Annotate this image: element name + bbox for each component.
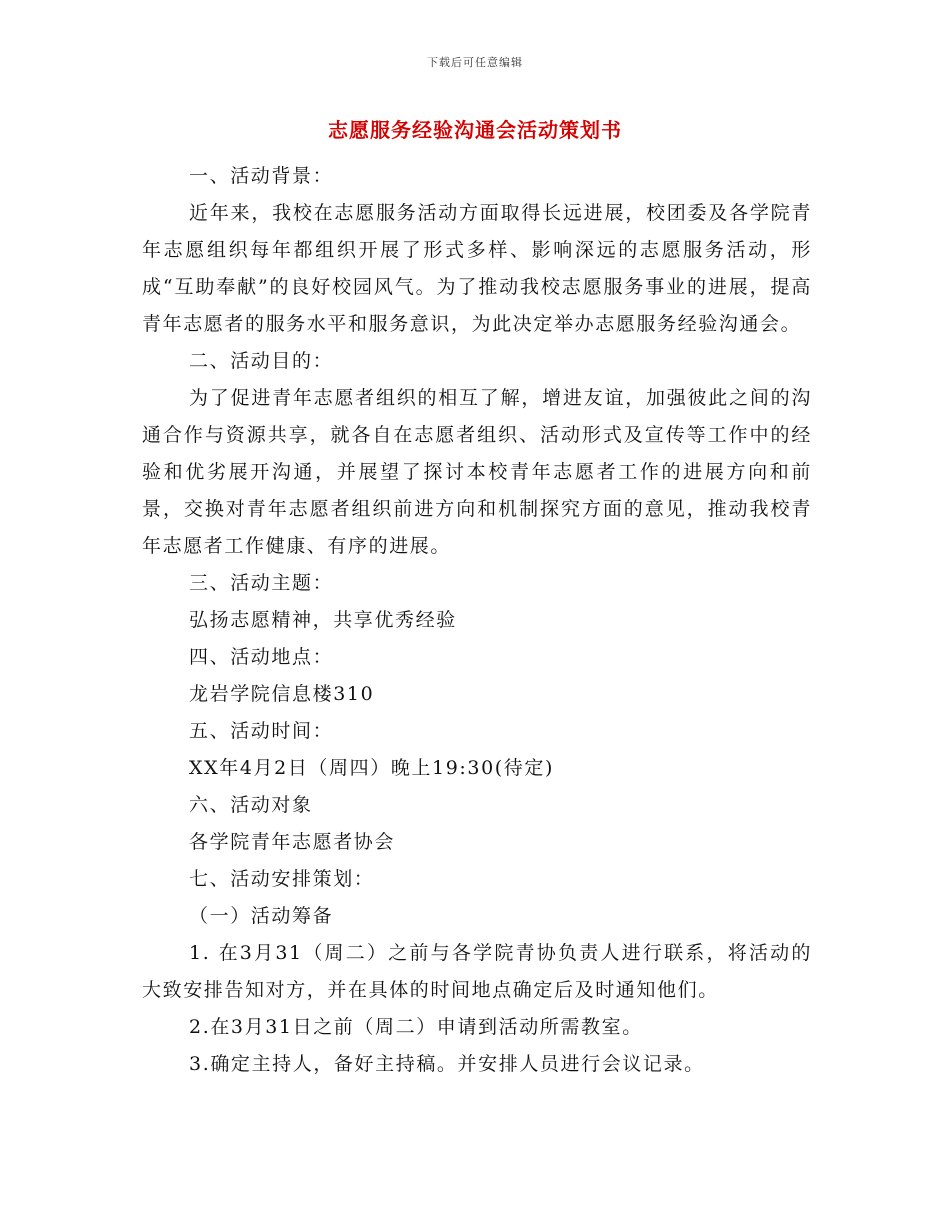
section-heading-location: 四、活动地点：	[189, 646, 334, 668]
document-title: 志愿服务经验沟通会活动策划书	[328, 118, 622, 142]
section-heading-time: 五、活动时间：	[189, 720, 334, 742]
list-item-classroom: 2.在3月31日之前（周二）申请到活动所需教室。	[189, 1016, 643, 1038]
list-item-host: 3.确定主持人，备好主持稿。并安排人员进行会议记录。	[189, 1053, 705, 1075]
document-body	[142, 158, 812, 1083]
subsection-heading-preparation: （一）活动筹备	[189, 905, 334, 927]
list-item-contact: 1. 在3月31（周二）之前与各学院青协负责人进行联系，将活动的大致安排告知对方，并在具体的时间地点确定后及时通知他们。	[142, 942, 812, 1001]
paragraph-purpose: 为了促进青年志愿者组织的相互了解，增进友谊，加强彼此之间的沟通合作与资源共享，就各自在志愿者组织、活动形式及宣传等工作中的经验和优劣展开沟通，并展望了探讨本校青年志愿者工作的进展方向和前景，交换对青年志愿者组织前进方向和机制探究方面的意见，推动我校青年志愿者工作健康、有序的进展。	[142, 387, 812, 557]
header-note: 下载后可任意编辑	[427, 56, 523, 69]
section-heading-purpose: 二、活动目的：	[189, 350, 334, 372]
section-heading-arrangement: 七、活动安排策划：	[189, 868, 375, 890]
section-heading-background: 一、活动背景：	[189, 165, 334, 187]
paragraph-location: 龙岩学院信息楼310	[189, 683, 375, 705]
paragraph-audience: 各学院青年志愿者协会	[189, 831, 396, 853]
paragraph-theme: 弘扬志愿精神，共享优秀经验	[189, 609, 457, 631]
paragraph-background: 近年来，我校在志愿服务活动方面取得长远进展，校团委及各学院青年志愿组织每年都组织开展了形式多样、影响深远的志愿服务活动，形成“互助奉献”的良好校园风气。为了推动我校志愿服务事业的进展，提高青年志愿者的服务水平和服务意识，为此决定举办志愿服务经验沟通会。	[142, 202, 812, 335]
section-heading-audience: 六、活动对象	[189, 794, 313, 816]
paragraph-time: XX年4月2日（周四）晚上19:30(待定)	[189, 757, 555, 779]
section-heading-theme: 三、活动主题：	[189, 572, 334, 594]
